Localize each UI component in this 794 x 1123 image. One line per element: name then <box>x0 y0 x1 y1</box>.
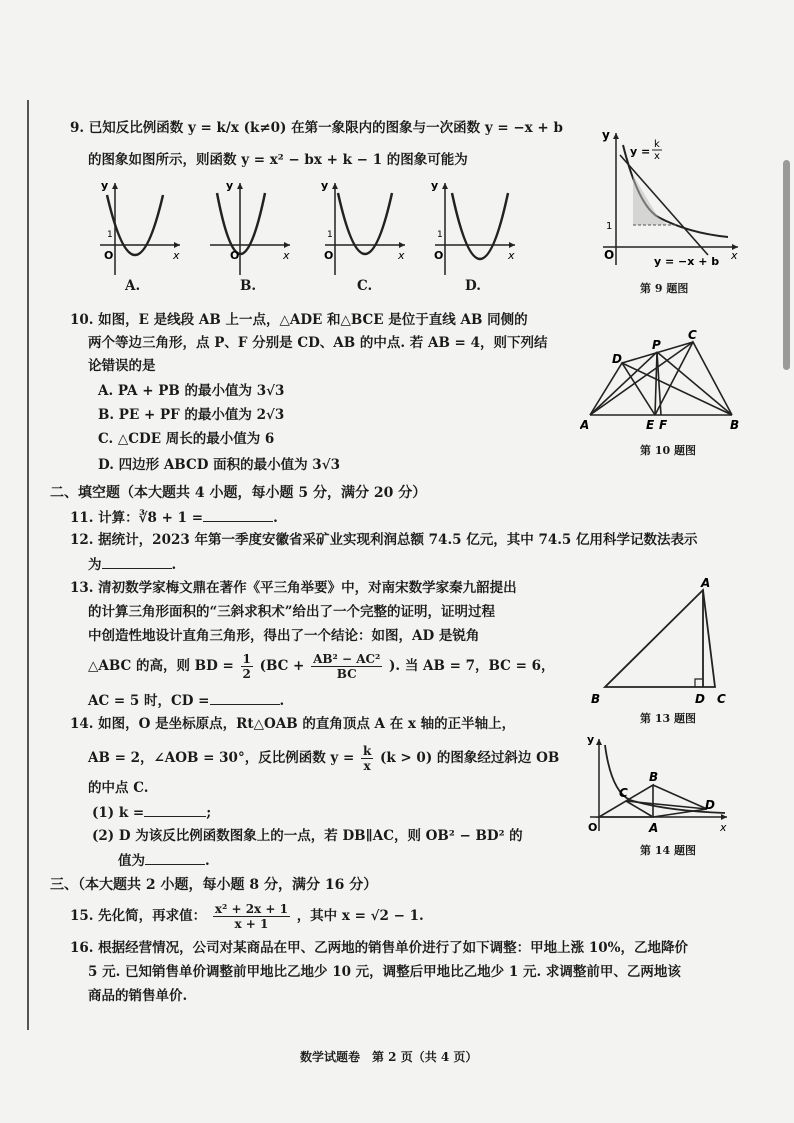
svg-text:y = −x + b: y = −x + b <box>654 255 720 268</box>
q10-option-d: D. 四边形 ABCD 面积的最小值为 3√3 <box>98 457 340 473</box>
svg-text:y: y <box>431 179 439 192</box>
label-y: y <box>101 179 109 192</box>
q14-line2: AB = 2，∠AOB = 30°，反比例函数 y = $\frac{k}{x}$ (k > 0) 的图象经过斜边 OB <box>88 744 560 773</box>
svg-text:y: y <box>602 128 610 142</box>
svg-text:O: O <box>588 821 598 834</box>
svg-text:1: 1 <box>606 221 613 232</box>
q14-answer-blank-1[interactable] <box>144 802 206 817</box>
q10-option-c: C. △CDE 周长的最小值为 6 <box>98 431 275 447</box>
fraction-k-x: $\frac{k}{x}$ <box>362 744 372 773</box>
q13-line3: 中创造性地设计直角三角形，得出了一个结论：如图，AD 是锐角 <box>88 628 480 644</box>
svg-text:B: B <box>591 692 601 706</box>
svg-text:B: B <box>649 770 659 784</box>
svg-text:y =: y = <box>630 145 651 158</box>
svg-text:B: B <box>730 418 740 432</box>
svg-text:C: C <box>619 786 628 800</box>
q14-answer-blank-2[interactable] <box>145 850 205 865</box>
fraction-ab-ac: $\frac{\text{AB² − AC²}}{BC}$ <box>313 652 381 681</box>
svg-text:x: x <box>508 249 515 262</box>
q9-option-a: A. <box>125 278 141 294</box>
q10-line2: 两个等边三角形，点 P、F 分别是 CD、AB 的中点. 若 AB = 4，则下列结 <box>88 335 548 351</box>
svg-text:y: y <box>587 735 595 746</box>
q16-line1: 16. 根据经营情况，公司对某商品在甲、乙两地的销售单价进行了如下调整：甲地上涨 10%，乙地降价 <box>70 940 688 956</box>
q11: 11. 计算：∛8 + 1 = . <box>70 507 278 528</box>
q10-option-b: B. PE + PF 的最小值为 2√3 <box>98 407 285 423</box>
svg-text:O: O <box>604 248 615 262</box>
svg-text:x: x <box>283 249 290 262</box>
svg-text:y: y <box>321 179 329 192</box>
q12-line1: 12. 据统计，2023 年第一季度安徽省采矿业实现利润总额 74.5 亿元，其中 74.5 亿用科学记数法表示 <box>70 532 698 548</box>
svg-text:C: C <box>688 328 697 342</box>
q10-line1: 10. 如图，E 是线段 AB 上一点，△ADE 和△BCE 是位于直线 AB 同侧的 <box>70 312 528 328</box>
q13-caption: 第 13 题图 <box>640 712 696 725</box>
svg-text:x: x <box>398 249 405 262</box>
svg-text:A: A <box>580 418 590 432</box>
margin-line <box>27 100 29 1030</box>
q15: 15. 先化简，再求值： $\frac{\text{x² + 2x + 1}}{x + 1}$ ，其中 x = √2 − 1. <box>70 902 424 931</box>
q9-option-graphs <box>95 175 515 295</box>
q14-line3: 的中点 C. <box>88 780 149 796</box>
fraction-half: $\frac{1}{2}$ <box>242 652 251 681</box>
label-x: x <box>173 249 180 262</box>
q9-figure <box>598 125 748 275</box>
q14-part1: (1) k = ; <box>92 802 211 823</box>
label-one: 1 <box>107 230 113 240</box>
svg-text:C: C <box>717 692 726 706</box>
svg-text:F: F <box>659 418 668 432</box>
q14-part2: (2) D 为该反比例函数图象上的一点，若 DB∥AC，则 OB² − BD² 的 <box>92 828 523 844</box>
q14-caption: 第 14 题图 <box>640 844 696 857</box>
page-footer: 数学试题卷 第 2 页（共 4 页） <box>300 1050 478 1064</box>
q9-caption: 第 9 题图 <box>640 282 689 295</box>
q14-line1: 14. 如图，O 是坐标原点，Rt△OAB 的直角顶点 A 在 x 轴的正半轴上， <box>70 716 516 732</box>
svg-text:P: P <box>652 338 661 352</box>
q11-answer-blank[interactable] <box>203 507 273 522</box>
q13-line1: 13. 清初数学家梅文鼎在著作《平三角举要》中，对南宋数学家秦九韶提出 <box>70 580 517 596</box>
svg-text:O: O <box>434 249 444 262</box>
q13-line5: AC = 5 时，CD = . <box>88 690 284 711</box>
svg-text:D: D <box>705 798 715 812</box>
q9-line2: 的图象如图所示，则函数 y = x² − bx + k − 1 的图象可能为 <box>88 152 468 168</box>
q14-figure <box>585 735 735 835</box>
option-c-graph <box>321 179 405 275</box>
q9-option-c: C. <box>357 278 373 294</box>
label-o: O <box>104 249 114 262</box>
q10-caption: 第 10 题图 <box>640 444 696 457</box>
q13-answer-blank[interactable] <box>210 690 280 705</box>
option-a-graph <box>100 179 180 275</box>
svg-text:A: A <box>701 576 711 590</box>
svg-text:E: E <box>646 418 655 432</box>
fraction-q15: $\frac{\text{x² + 2x + 1}}{x + 1}$ <box>214 902 288 931</box>
q10-line3: 论错误的是 <box>88 358 156 374</box>
section-3-heading: 三、（本大题共 2 小题，每小题 8 分，满分 16 分） <box>50 877 378 893</box>
svg-text:x: x <box>720 821 727 834</box>
svg-text:x: x <box>654 151 660 162</box>
svg-text:O: O <box>230 249 240 262</box>
svg-text:D: D <box>612 352 622 366</box>
q16-line3: 商品的销售单价. <box>88 988 188 1004</box>
q10-option-a: A. PA + PB 的最小值为 3√3 <box>98 383 285 399</box>
q12-answer-blank[interactable] <box>102 554 172 569</box>
scrollbar[interactable] <box>783 160 790 370</box>
q9-line1: 9. 已知反比例函数 y = k/x (k≠0) 在第一象限内的图象与一次函数 y = −x + b <box>70 120 563 136</box>
svg-text:O: O <box>324 249 334 262</box>
svg-text:1: 1 <box>327 230 333 240</box>
q13-line2: 的计算三角形面积的“三斜求积术”给出了一个完整的证明，证明过程 <box>88 604 496 620</box>
q13-figure <box>585 575 735 710</box>
q9-option-d: D. <box>465 278 481 294</box>
svg-text:y: y <box>226 179 234 192</box>
q14-part2b: 值为 . <box>118 850 210 871</box>
option-d-graph <box>431 179 515 275</box>
svg-text:D: D <box>695 692 705 706</box>
q12-line2: 为 . <box>88 554 176 575</box>
svg-text:1: 1 <box>437 230 443 240</box>
option-b-graph <box>210 179 290 275</box>
q9-option-b: B. <box>240 278 257 294</box>
section-2-heading: 二、填空题（本大题共 4 小题，每小题 5 分，满分 20 分） <box>50 485 427 501</box>
q10-figure <box>580 325 740 435</box>
q13-line4: △ABC 的高，则 BD = $\frac{1}{2}$ (BC + $\frac{\text{AB² − AC²}}{BC}$ ). 当 AB = 7，BC = 6， <box>88 652 555 681</box>
q16-line2: 5 元. 已知销售单价调整前甲地比乙地少 10 元，调整后甲地比乙地少 1 元. 求调整前甲、乙两地该 <box>88 964 681 980</box>
svg-text:k: k <box>654 139 660 150</box>
svg-text:x: x <box>731 249 738 262</box>
svg-text:A: A <box>649 821 659 835</box>
